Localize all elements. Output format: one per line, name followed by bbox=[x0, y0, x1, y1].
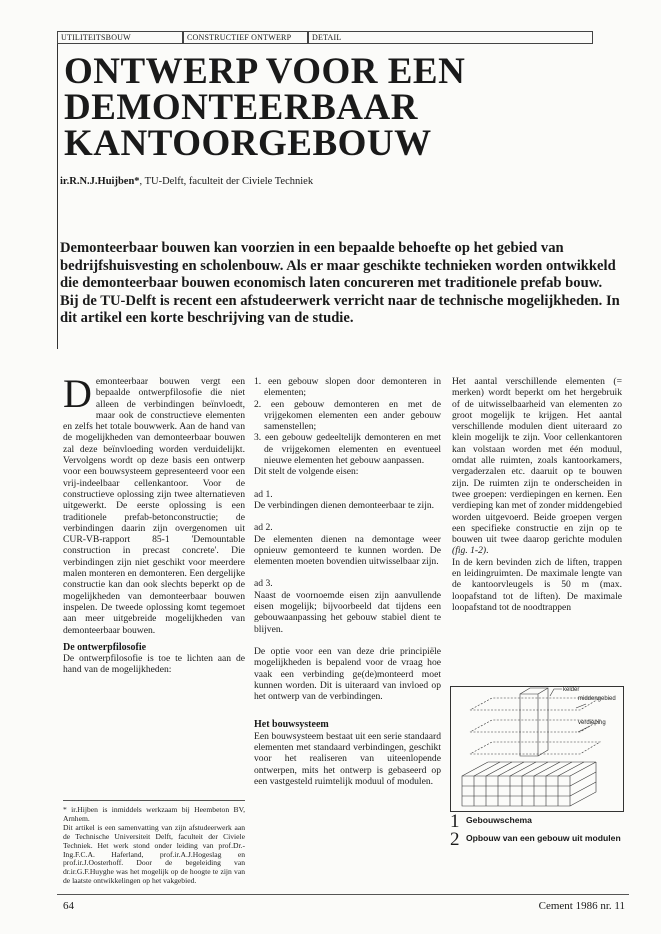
intro-text: emonteerbaar bouwen vergt een bepaalde ontwerpfilosofie die niet alleen de verbindingen beïnvloedt, maar ook de constructieve elementen en zelfs het totale bouwwerk. Aan de hand van de mogelijkheden van demonteerbaar bouwen zal deze beïnvloeding worden verduidelijkt. Vervolgens wordt op deze basis een ontwerp voor een bouwsysteem gepresenteerd voor een vrij-indeelbaar cellenkantoor. Voor de constructieve oplossing zijn twee alternatieven uitgewerkt. De eerste oplossing is een traditionele prefab-betonconstructie; de verbindingen daarin zijn overgenomen uit CUR-VB-rapport 85-1 'Demountable construction in precast concrete'. Die verbindingen zijn niet geschikt voor meerdere malen monteren en demonteren. Een dergelijke constructie kan dan ook slechts beperkt op de mogelijkheden van demonteerbaar bouwen inspelen. De tweede oplossing komt tegemoet aan meer uitgebreide mogelijkheden van demonteerbaar bouwen. bbox=[63, 376, 245, 636]
footnote-summary: Dit artikel is een samenvatting van zijn afstudeerwerk aan de Technische Universiteit Delft, faculteit der Civiele Techniek. Het werk stond onder leiding van prof.Dr.-Ing.F.C.A. Haferland, prof.ir.A.J.Hogeslag en prof.ir.J.Oosterhoff. Door de begeleiding van dr.ir.G.F.Huyghe was het mogelijk op de hoogte te zijn van de laatste ontwikkelingen op het vakgebied. bbox=[63, 822, 245, 886]
article-title bbox=[64, 51, 604, 164]
column-3 bbox=[452, 376, 622, 613]
list-item: 2. een gebouw demonteren en met de vrijgekomen elementen een ander gebouw samenstellen; bbox=[254, 398, 441, 433]
header-tab-constructief-ontwerp: CONSTRUCTIEF ONTWERP bbox=[183, 31, 308, 43]
building-diagram bbox=[450, 686, 624, 812]
author-name: ir.R.N.J.Huijben* bbox=[60, 176, 140, 187]
header-tab-utiliteitsbouw: UTILITEITSBOUW bbox=[57, 31, 183, 43]
subhead-bouwsysteem: Het bouwsysteem bbox=[254, 719, 329, 731]
label-kelder: kelder bbox=[563, 687, 580, 693]
column-1 bbox=[63, 371, 245, 676]
footnote bbox=[63, 806, 245, 886]
bouwsysteem-text: Een bouwsysteem bestaat uit een serie standaard elementen met standaard verbindingen, geschikt voor het realiseren van uiteenlopende ontwerpen, mits het ontwerp is gebaseerd op een vastgesteld ruimtelijk moduul of modulen. bbox=[254, 730, 441, 787]
list-item: 3. een gebouw gedeeltelijk demonteren en met de vrijgekomen elementen en eventueel nieuwe elementen het gebouw aanpassen. bbox=[254, 432, 441, 467]
ad3-label: ad 3. bbox=[254, 578, 273, 590]
page-number: 64 bbox=[63, 900, 74, 912]
footnote-rule bbox=[63, 800, 245, 801]
building-schema-figure bbox=[450, 686, 624, 812]
period: . bbox=[486, 545, 489, 557]
drop-cap: D bbox=[63, 371, 92, 416]
ontwerpfilosofie-text: De ontwerpfilosofie is toe te lichten aan de hand van de mogelijkheden: bbox=[63, 653, 245, 676]
label-verdieping: verdieping bbox=[578, 720, 606, 726]
footnote-author: * ir.Hijben is inmiddels werkzaam bij Heembeton BV, Arnhem. bbox=[63, 805, 245, 823]
caption-text: Gebouwschema bbox=[466, 815, 532, 825]
caption-1 bbox=[450, 813, 622, 830]
label-middengebied: middengebied bbox=[578, 696, 616, 702]
figure-captions bbox=[450, 813, 622, 849]
ad2-label: ad 2. bbox=[254, 522, 273, 534]
ad1-text: De verbindingen dienen demonteerbaar te zijn. bbox=[254, 499, 435, 511]
optie-paragraph: De optie voor een van deze drie principiële mogelijkheden is bepalend voor de vraag hoe vaak een verbinding ge(de)monteerd moet kunnen worden. Dit is uiteraard van invloed op het ontwerp van de verbindingen. bbox=[254, 645, 441, 703]
list-item: 1. een gebouw slopen door demonteren in elementen; bbox=[254, 376, 441, 399]
column-2 bbox=[254, 376, 441, 787]
ad2-text: De elementen dienen na demontage weer opnieuw gemonteerd te kunnen worden. De elementen moeten bovendien uitwisselbaar zijn. bbox=[254, 533, 441, 568]
ad3-text: Naast de voornoemde eisen zijn aanvullende eisen mogelijk; bijvoorbeeld dat tijdens een gebouwaanpassing het gebouw stabiel dient te blijven. bbox=[254, 589, 441, 635]
byline bbox=[60, 176, 313, 187]
footer-rule bbox=[57, 894, 629, 895]
figure-reference: (fig. 1-2) bbox=[452, 545, 487, 557]
title-line-2: DEMONTEERBAAR bbox=[64, 87, 418, 128]
caption-number: 2 bbox=[450, 829, 460, 850]
title-line-3: KANTOORGEBOUW bbox=[64, 123, 432, 164]
kern-paragraph: In de kern bevinden zich de liften, trappen en leidingruimten. De maximale lengte van de kantoorvleugels is 50 m (max. loopafstand tot de liften). De maximale loopafstand tot de noodtrappen bbox=[452, 556, 622, 613]
elementen-text: Het aantal verschillende elementen (= merken) wordt beperkt om het hergebruik of de uitwisselbaarheid van elementen zo groot mogelijk te krijgen. Het aantal verschillende modulen dient uiteraard zo klein mogelijk te zijn. Voor cellenkantoren kan volstaan worden met één moduul, omdat alle ruimten, zoals kantoorkamers, vergaderzalen etc. daaruit op te bouwen zijn. De ruimten zijn te onderscheiden in twee groepen: verdiepingen en kernen. Een verdieping kan met of zonder middengebied worden uitgevoerd. Beide groepen vergen een specifieke constructie en zijn op te bouwen uit twee daarop gerichte modulen bbox=[452, 376, 622, 546]
possibilities-list bbox=[254, 376, 441, 466]
journal-issue: Cement 1986 nr. 11 bbox=[538, 900, 625, 912]
title-line-1: ONTWERP VOOR EEN bbox=[64, 51, 466, 92]
caption-number: 1 bbox=[450, 811, 460, 832]
left-margin-rule bbox=[57, 44, 58, 349]
elementen-paragraph bbox=[452, 376, 622, 557]
caption-text: Opbouw van een gebouw uit modulen bbox=[466, 833, 621, 843]
header-rule bbox=[57, 43, 593, 44]
ad1-label: ad 1. bbox=[254, 488, 273, 500]
author-affiliation: , TU-Delft, faculteit der Civiele Techniek bbox=[139, 176, 314, 187]
subhead-ontwerpfilosofie: De ontwerpfilosofie bbox=[63, 641, 147, 653]
lead-paragraph: Demonteerbaar bouwen kan voorzien in een bepaalde behoefte op het gebied van bedrijfshuisvesting en scholenbouw. Als er maar geschikte technieken worden ontwikkeld die demonteerbaar bouwen economisch laten concureren met traditionele prefab bouw. Bij de TU-Delft is recent een afstudeerwerk verricht naar de technische mogelijkheden. In dit artikel een korte beschrijving van de studie. bbox=[60, 240, 620, 327]
caption-2 bbox=[450, 831, 622, 848]
eisen-intro: Dit stelt de volgende eisen: bbox=[254, 466, 359, 478]
intro-paragraph bbox=[63, 371, 245, 636]
header-tab-detail: DETAIL bbox=[308, 31, 593, 43]
